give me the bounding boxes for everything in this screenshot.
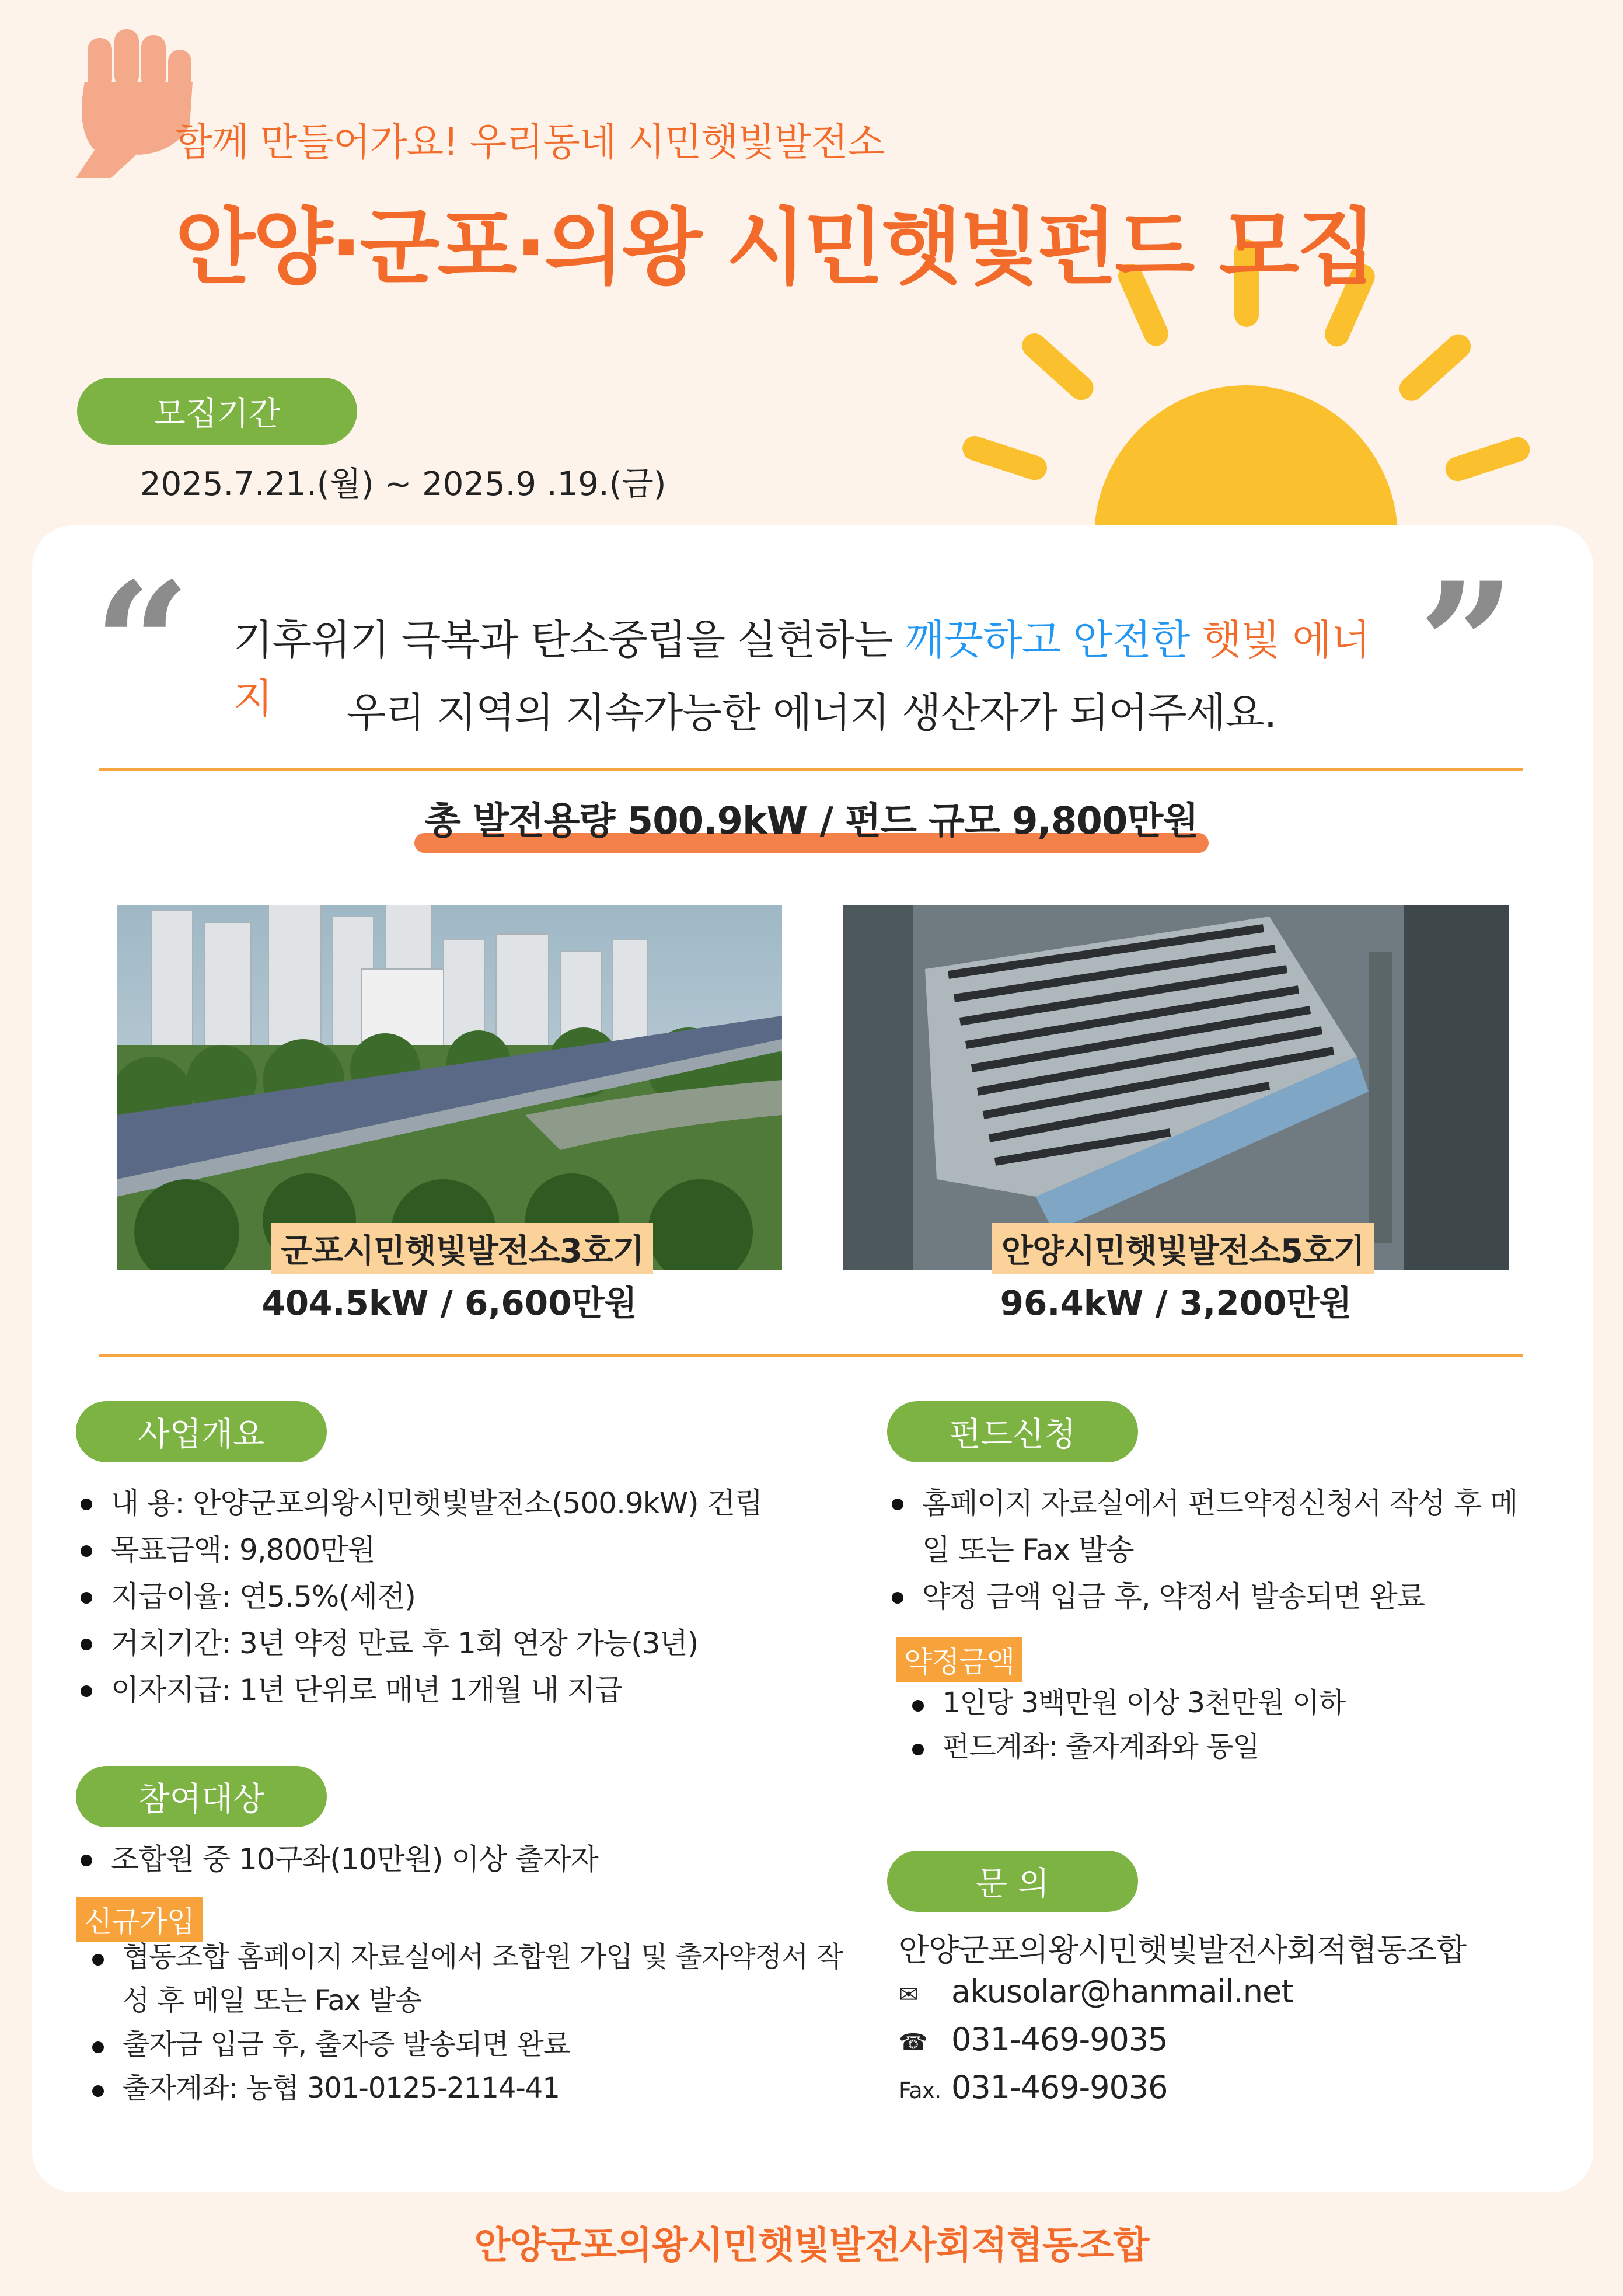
contact-phone: 031-469-9035 (951, 2021, 1168, 2058)
new-member-tag: 신규가입 (76, 1897, 203, 1942)
contact-org: 안양군포의왕시민햇빛발전사회적협동조합 (899, 1932, 1467, 1969)
fax-label: Fax. (899, 2078, 941, 2103)
list-item: 조합원 중 10구좌(10만원) 이상 출자자 (76, 1836, 870, 1883)
open-quote-icon: “ (93, 546, 191, 744)
pledge-list (908, 1681, 1491, 1769)
section-badge-overview: 사업개요 (76, 1401, 327, 1462)
list-item: 약정 금액 입금 후, 약정서 발송되면 완료 (887, 1573, 1541, 1620)
total-summary (0, 791, 1623, 845)
section-badge-apply: 펀드신청 (887, 1401, 1138, 1462)
target-list (76, 1836, 870, 1883)
period-text: 2025.7.21.(월) ~ 2025.9 .19.(금) (140, 465, 666, 503)
list-item: 홈페이지 자료실에서 펀드약정신청서 작성 후 메일 또는 Fax 발송 (887, 1480, 1541, 1573)
plant-capacity: 96.4kW / 3,200만원 (1000, 1283, 1352, 1323)
footer-org: 안양군포의왕시민햇빛발전사회적협동조합 (474, 2224, 1149, 2267)
overview-list (76, 1480, 870, 1713)
list-item: 거치기간: 3년 약정 만료 후 1회 연장 가능(3년) (76, 1620, 870, 1667)
contact-fax: 031-469-9036 (951, 2069, 1168, 2106)
intro-highlight-blue: 깨끗하고 안전한 (905, 616, 1190, 664)
header-subtitle: 함께 만들어가요! 우리동네 시민햇빛발전소 (175, 120, 885, 165)
intro-text-a: 기후위기 극복과 탄소중립을 실현하는 (233, 616, 905, 664)
pledge-amount-tag: 약정금액 (896, 1637, 1022, 1682)
plant-photo-anyang (843, 905, 1509, 1270)
plant-photo-gunpo (117, 905, 782, 1270)
list-item: 목표금액: 9,800만원 (76, 1527, 870, 1573)
list-item: 1인당 3백만원 이상 3천만원 이하 (908, 1681, 1491, 1725)
section-badge-target: 참여대상 (76, 1766, 327, 1827)
plant-name-label: 군포시민햇빛발전소3호기 (271, 1223, 653, 1274)
apply-list (887, 1480, 1541, 1620)
divider (99, 768, 1523, 771)
contact-email[interactable]: akusolar@hanmail.net (951, 1973, 1293, 2010)
list-item: 출자금 입금 후, 출자증 발송되면 완료 (88, 2023, 846, 2067)
page-title: 안양·군포·의왕 시민햇빛펀드 모집 (175, 200, 1375, 296)
period-badge: 모집기간 (77, 378, 357, 445)
contact-email-row (899, 1973, 1570, 2010)
close-quote-icon: ” (1418, 546, 1516, 744)
plant-capacity: 404.5kW / 6,600만원 (261, 1283, 637, 1323)
list-item: 이자지급: 1년 단위로 매년 1개월 내 지급 (76, 1667, 870, 1713)
divider (99, 1354, 1523, 1357)
list-item: 지급이율: 연5.5%(세전) (76, 1573, 870, 1620)
contact-phone-row (899, 2021, 1570, 2058)
list-item: 협동조합 홈페이지 자료실에서 조합원 가입 및 출자약정서 작성 후 메일 또는 Fax 발송 (88, 1935, 846, 2023)
list-item: 펀드계좌: 출자계좌와 동일 (908, 1725, 1491, 1769)
intro-highlight-orange: 햇빛 에너지 (233, 616, 1370, 723)
total-text: 총 발전용량 500.9kW / 펀드 규모 9,800만원 (424, 800, 1199, 843)
plant-name-label: 안양시민햇빛발전소5호기 (992, 1223, 1374, 1274)
phone-icon: ☎ (899, 2029, 927, 2056)
mail-icon: ✉ (899, 1981, 918, 2008)
intro-line-2: 우리 지역의 지속가능한 에너지 생산자가 되어주세요. (346, 689, 1277, 737)
contact-fax-row (899, 2069, 1570, 2106)
list-item: 내 용: 안양군포의왕시민햇빛발전소(500.9kW) 건립 (76, 1480, 870, 1527)
section-badge-contact: 문 의 (887, 1851, 1138, 1912)
new-member-list (88, 1935, 846, 2110)
list-item: 출자계좌: 농협 301-0125-2114-41 (88, 2067, 846, 2110)
